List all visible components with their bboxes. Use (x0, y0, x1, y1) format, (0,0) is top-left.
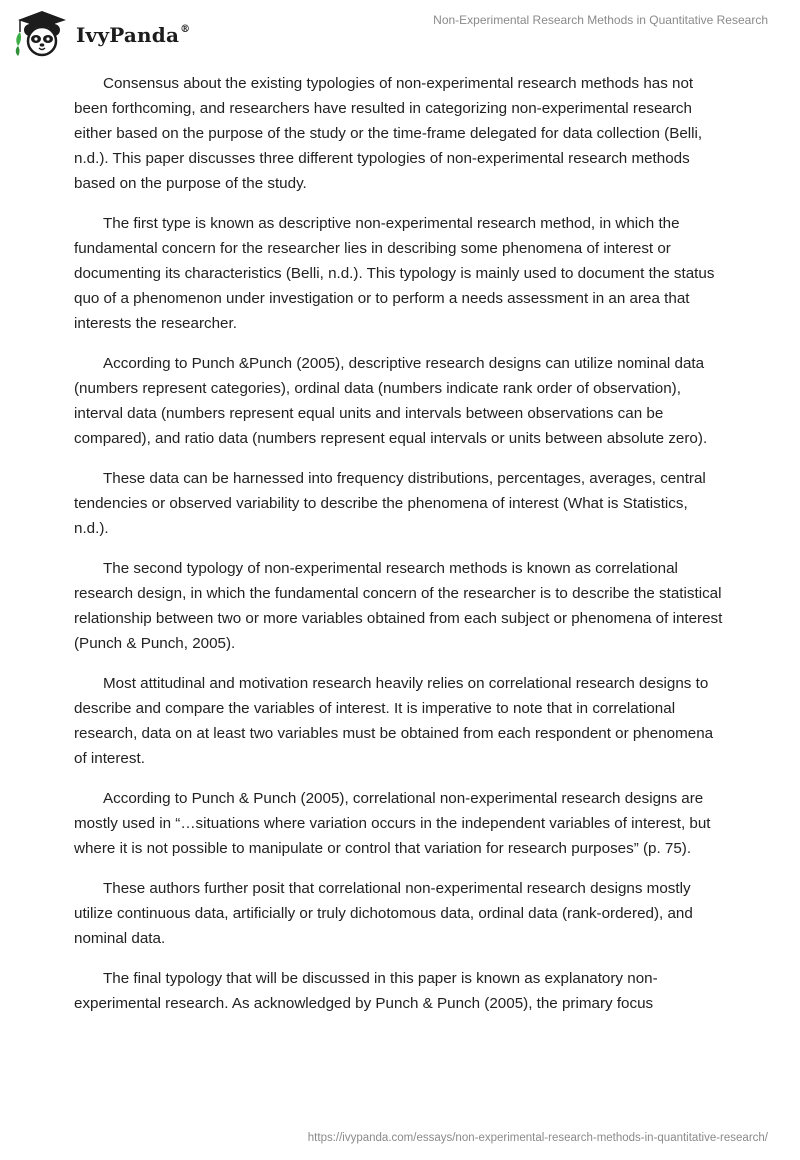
essay-body (74, 71, 726, 1031)
paragraph: According to Punch &Punch (2005), descriptive research designs can utilize nominal data (numbers represent categories), ordinal data (numbers indicate rank order of observation), interval data (numbers represent equal units and intervals between observations can be compared), and ratio data (numbers represent equal intervals or units between absolute zero). (74, 355, 708, 447)
paragraph: These data can be harnessed into frequency distributions, percentages, averages, central tendencies or observed variability to describe the phenomena of interest (What is Statistics, n.d.). (74, 470, 706, 537)
page-header (0, 0, 800, 70)
paragraph: The first type is known as descriptive non-experimental research method, in which the fundamental concern for the researcher lies in describing some phenomena of interest or documenting its characteristics (Belli, n.d.). This typology is mainly used to document the status quo of a phenomenon under investigation or to perform a needs assessment in an area that interests the researcher. (74, 215, 715, 332)
ivypanda-logo[interactable] (12, 8, 190, 58)
source-url-link[interactable]: https://ivypanda.com/essays/non-experimental-research-methods-in-quantitative-research/ (307, 1132, 768, 1144)
paragraph: Most attitudinal and motivation research heavily relies on correlational research designs to describe and compare the variables of interest. It is imperative to note that in correlational research, data on at least two variables must be obtained from each respondent or phenomena of interest. (74, 675, 714, 767)
paragraph: These authors further posit that correlational non-experimental research designs mostly utilize continuous data, artificially or truly dichotomous data, ordinal data (rank-ordered), and nominal data. (74, 880, 693, 947)
paragraph: Consensus about the existing typologies of non-experimental research methods has not been forthcoming, and researchers have resulted in categorizing non-experimental research either based on the purpose of the study or the time-frame delegated for data collection (Belli, n.d.). This paper discusses three different typologies of non-experimental research methods based on the purpose of the study. (74, 75, 703, 192)
paragraph: According to Punch & Punch (2005), correlational non-experimental research designs are mostly used in “…situations where variation occurs in the independent variables of interest, but where it is not possible to manipulate or control that variation for research purposes” (p. 75). (74, 790, 711, 857)
panda-graduate-icon (12, 8, 70, 58)
brand-name: IvyPanda® (76, 23, 191, 47)
paragraph: The second typology of non-experimental research methods is known as correlational research design, in which the fundamental concern of the researcher is to describe the statistical relationship between two or more variables obtained from each subject or phenomena of interest (Punch & Punch, 2005). (74, 560, 723, 652)
document-title: Non-Experimental Research Methods in Quantitative Research (433, 13, 768, 27)
paragraph: The final typology that will be discussed in this paper is known as explanatory non-experimental research. As acknowledged by Punch & Punch (2005), the primary focus (74, 970, 658, 1012)
